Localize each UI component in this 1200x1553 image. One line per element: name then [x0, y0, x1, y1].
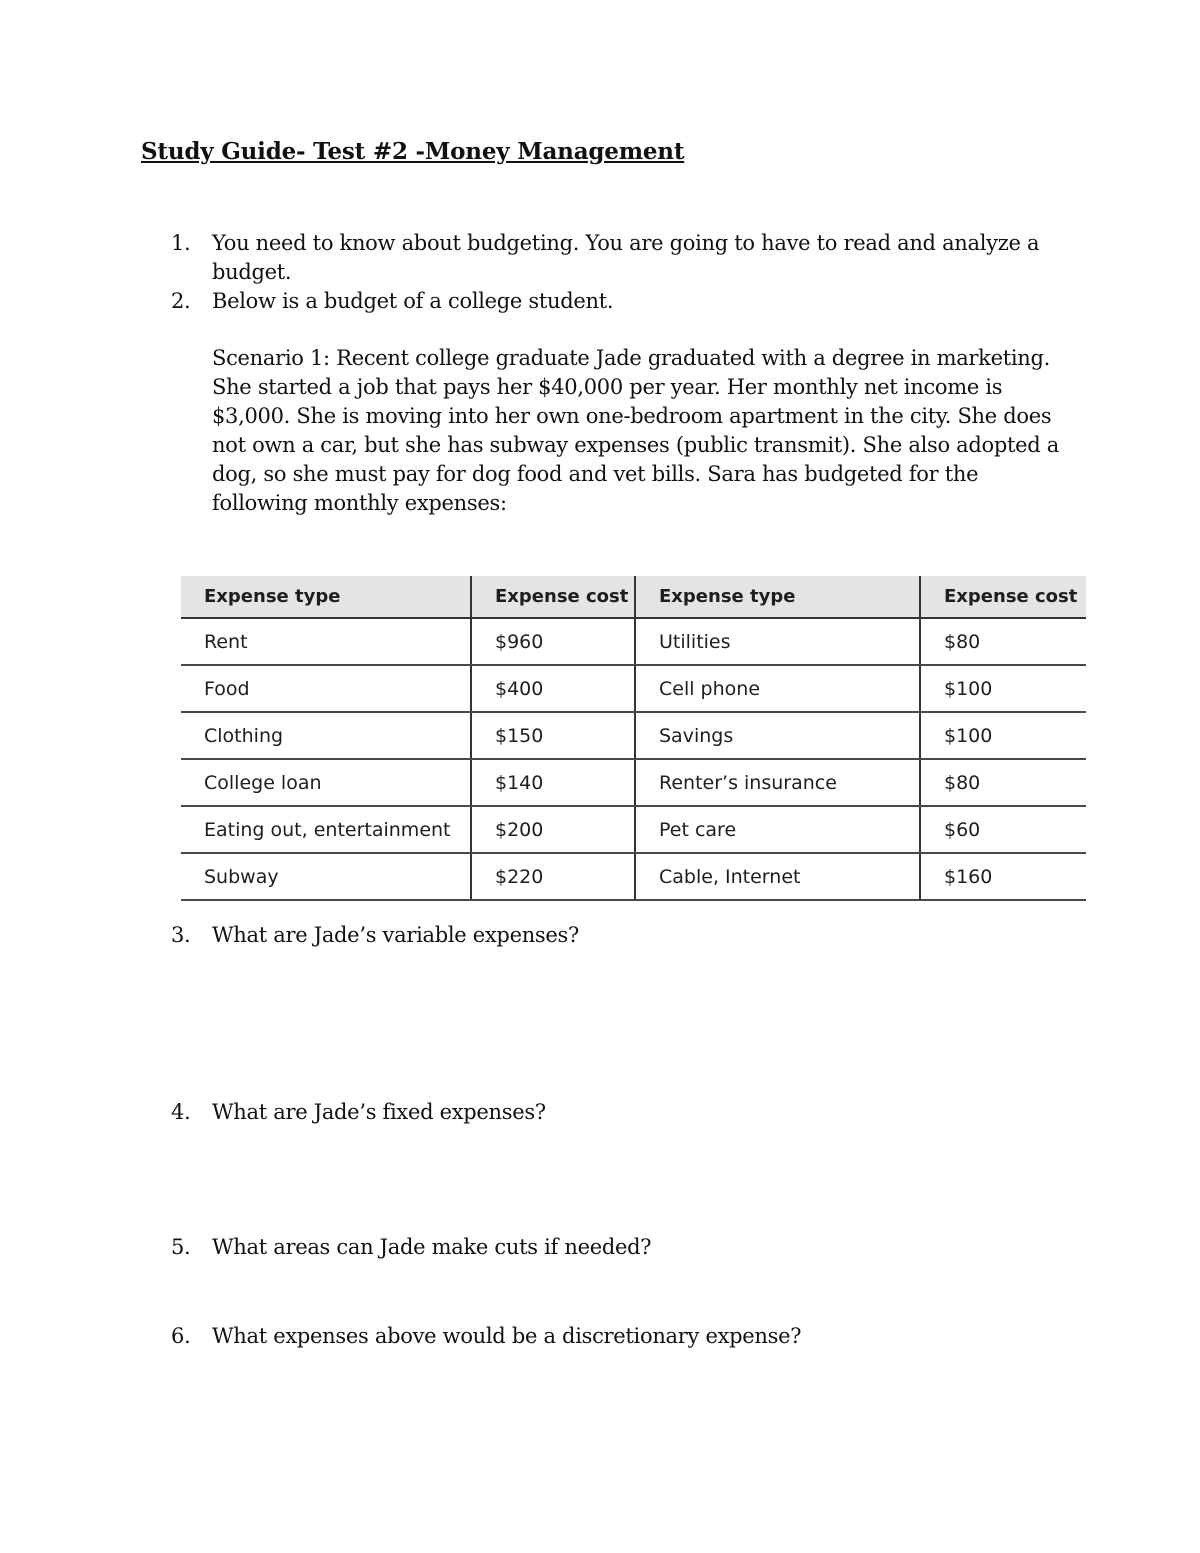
table-cell: Utilities — [635, 618, 920, 665]
table-cell: Renter’s insurance — [635, 759, 920, 806]
table-cell: Food — [181, 665, 471, 712]
question-text: What expenses above would be a discretionary expense? — [212, 1324, 802, 1348]
table-cell: $60 — [920, 806, 1086, 853]
table-cell: $960 — [471, 618, 635, 665]
scenario-paragraph: Scenario 1: Recent college graduate Jade graduated with a degree in marketing. She started a job that pays her $40,000 per year. Her monthly net income is $3,000. She is moving into her own one-bedroom apartment in the city. She does not own a car, but she has subway expenses (public transmit). She also adopted a dog, so she must pay for dog food and vet bills. Sara has budgeted for the following monthly expenses: — [212, 346, 1060, 515]
question-number: 5. — [171, 1235, 191, 1259]
table-cell: Subway — [181, 853, 471, 900]
table-cell: Eating out, entertainment — [181, 806, 471, 853]
table-cell: Clothing — [181, 712, 471, 759]
table-cell: College loan — [181, 759, 471, 806]
table-cell: Cell phone — [635, 665, 920, 712]
table-row — [181, 806, 1086, 853]
table-cell: Savings — [635, 712, 920, 759]
column-header: Expense type — [635, 576, 920, 618]
table-cell: $80 — [920, 759, 1086, 806]
table-cell: Cable, Internet — [635, 853, 920, 900]
page-title: Study Guide- Test #2 -Money Management — [141, 138, 685, 165]
table-row — [181, 665, 1086, 712]
budget-table — [181, 576, 1086, 901]
column-header: Expense type — [181, 576, 471, 618]
table-row — [181, 759, 1086, 806]
table-cell: $100 — [920, 665, 1086, 712]
table-cell: $80 — [920, 618, 1086, 665]
table-cell: $200 — [471, 806, 635, 853]
question-number: 4. — [171, 1100, 191, 1124]
column-header: Expense cost — [920, 576, 1086, 618]
table-header-row — [181, 576, 1086, 618]
table-row — [181, 618, 1086, 665]
question-number: 3. — [171, 923, 191, 947]
table-cell: $150 — [471, 712, 635, 759]
table-cell: Pet care — [635, 806, 920, 853]
question-text: What are Jade’s fixed expenses? — [212, 1100, 546, 1124]
question-text: What areas can Jade make cuts if needed? — [212, 1235, 652, 1259]
table-cell: $220 — [471, 853, 635, 900]
table-cell: $400 — [471, 665, 635, 712]
table-row — [181, 712, 1086, 759]
question-number: 6. — [171, 1324, 191, 1348]
table-cell: Rent — [181, 618, 471, 665]
question-text: What are Jade’s variable expenses? — [212, 923, 579, 947]
column-header: Expense cost — [471, 576, 635, 618]
table-row — [181, 853, 1086, 900]
table-cell: $140 — [471, 759, 635, 806]
item-text: Below is a budget of a college student. — [212, 289, 614, 313]
table-cell: $160 — [920, 853, 1086, 900]
item-number: 1. — [171, 231, 191, 255]
item-number: 2. — [171, 289, 191, 313]
table-cell: $100 — [920, 712, 1086, 759]
item-text: You need to know about budgeting. You are going to have to read and analyze a budget. — [212, 231, 1040, 284]
